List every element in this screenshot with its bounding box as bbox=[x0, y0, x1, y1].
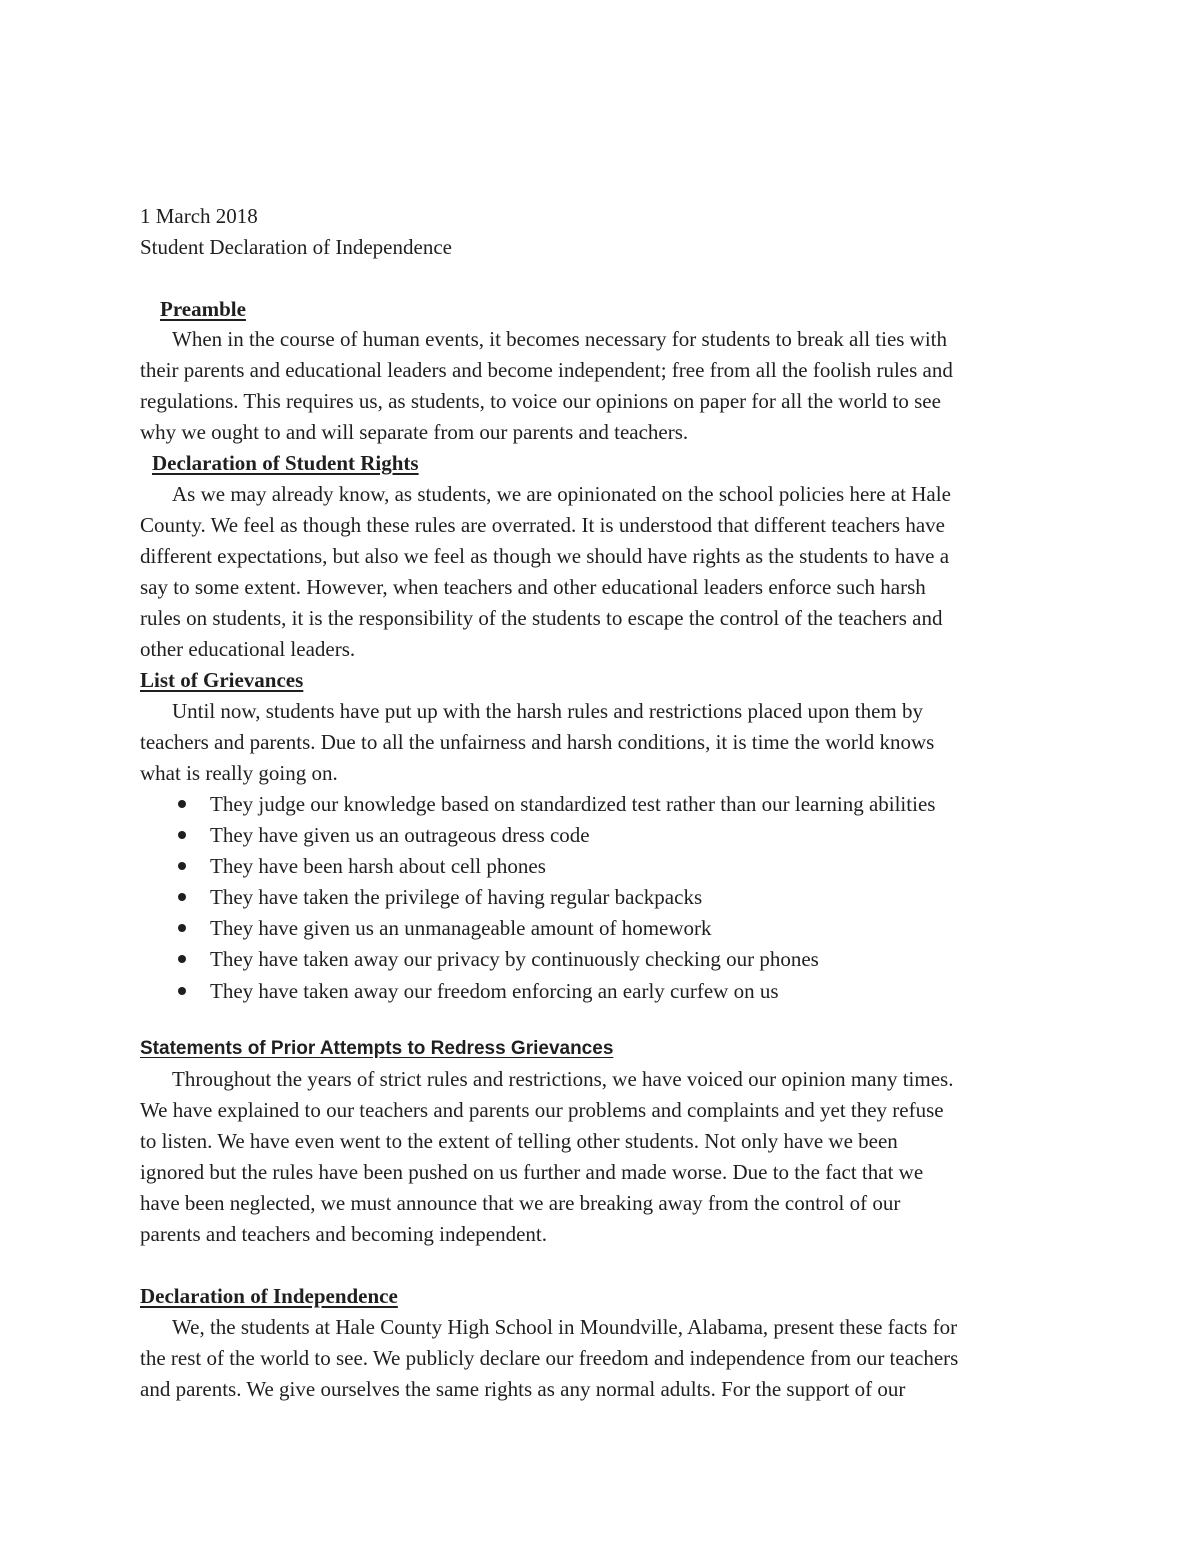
list-item bbox=[178, 791, 935, 817]
bullet-icon bbox=[178, 831, 186, 839]
rights-line: say to some extent. However, when teachers and other educational leaders enforce such harsh bbox=[140, 575, 926, 599]
grievances-line: teachers and parents. Due to all the unfairness and harsh conditions, it is time the world knows bbox=[140, 730, 935, 754]
attempts-heading: Statements of Prior Attempts to Redress Grievances bbox=[140, 1038, 614, 1059]
list-item-text: They have been harsh about cell phones bbox=[210, 854, 546, 878]
bullet-icon bbox=[178, 862, 186, 870]
bullet-icon bbox=[178, 800, 186, 808]
bullet-icon bbox=[178, 924, 186, 932]
rights-heading: Declaration of Student Rights bbox=[152, 451, 419, 475]
list-item bbox=[178, 853, 546, 879]
list-item-text: They judge our knowledge based on standardized test rather than our learning abilities bbox=[210, 792, 936, 816]
bullet-icon bbox=[178, 893, 186, 901]
bullet-icon bbox=[178, 955, 186, 963]
rights-line: different expectations, but also we feel as though we should have rights as the students to have a bbox=[140, 544, 950, 568]
grievances-line: Until now, students have put up with the harsh rules and restrictions placed upon them by bbox=[172, 699, 923, 723]
bullet-icon bbox=[178, 987, 186, 995]
independence-line: the rest of the world to see. We publicly declare our freedom and independence from our teachers bbox=[140, 1346, 959, 1370]
list-item-text: They have taken away our privacy by continuously checking our phones bbox=[210, 947, 819, 971]
list-item-text: They have taken the privilege of having regular backpacks bbox=[210, 885, 703, 909]
preamble-line: why we ought to and will separate from our parents and teachers. bbox=[140, 420, 689, 444]
list-item-text: They have taken away our freedom enforcing an early curfew on us bbox=[210, 979, 779, 1003]
attempts-line: have been neglected, we must announce that we are breaking away from the control of our bbox=[140, 1191, 901, 1215]
document-title: Student Declaration of Independence bbox=[140, 235, 452, 259]
attempts-line: Throughout the years of strict rules and restrictions, we have voiced our opinion many times. bbox=[172, 1067, 954, 1091]
attempts-line: to listen. We have even went to the extent of telling other students. Not only have we been bbox=[140, 1129, 898, 1153]
rights-line: rules on students, it is the responsibility of the students to escape the control of the teachers and bbox=[140, 606, 943, 630]
list-item bbox=[178, 946, 819, 972]
list-item-text: They have given us an unmanageable amount of homework bbox=[210, 916, 712, 940]
preamble-line: regulations. This requires us, as students, to voice our opinions on paper for all the world to see bbox=[140, 389, 941, 413]
list-item bbox=[178, 884, 702, 910]
list-item bbox=[178, 978, 779, 1004]
document-date: 1 March 2018 bbox=[140, 204, 258, 228]
grievances-line: what is really going on. bbox=[140, 761, 338, 785]
attempts-line: parents and teachers and becoming independent. bbox=[140, 1222, 548, 1246]
independence-heading: Declaration of Independence bbox=[140, 1284, 398, 1308]
list-item bbox=[178, 822, 590, 848]
list-item-text: They have given us an outrageous dress code bbox=[210, 823, 590, 847]
attempts-line: We have explained to our teachers and parents our problems and complaints and yet they refuse bbox=[140, 1098, 944, 1122]
preamble-line: their parents and educational leaders and become independent; free from all the foolish rules and bbox=[140, 358, 953, 382]
list-item bbox=[178, 915, 712, 941]
rights-line: other educational leaders. bbox=[140, 637, 356, 661]
rights-line: As we may already know, as students, we are opinionated on the school policies here at Hale bbox=[172, 482, 951, 506]
rights-line: County. We feel as though these rules are overrated. It is understood that different teachers have bbox=[140, 513, 945, 537]
independence-line: and parents. We give ourselves the same rights as any normal adults. For the support of our bbox=[140, 1377, 906, 1401]
independence-line: We, the students at Hale County High School in Moundville, Alabama, present these facts for bbox=[172, 1315, 958, 1339]
preamble-line: When in the course of human events, it becomes necessary for students to break all ties with bbox=[172, 327, 948, 351]
preamble-heading: Preamble bbox=[160, 297, 246, 321]
attempts-line: ignored but the rules have been pushed on us further and made worse. Due to the fact that we bbox=[140, 1160, 924, 1184]
grievances-heading: List of Grievances bbox=[140, 668, 304, 692]
